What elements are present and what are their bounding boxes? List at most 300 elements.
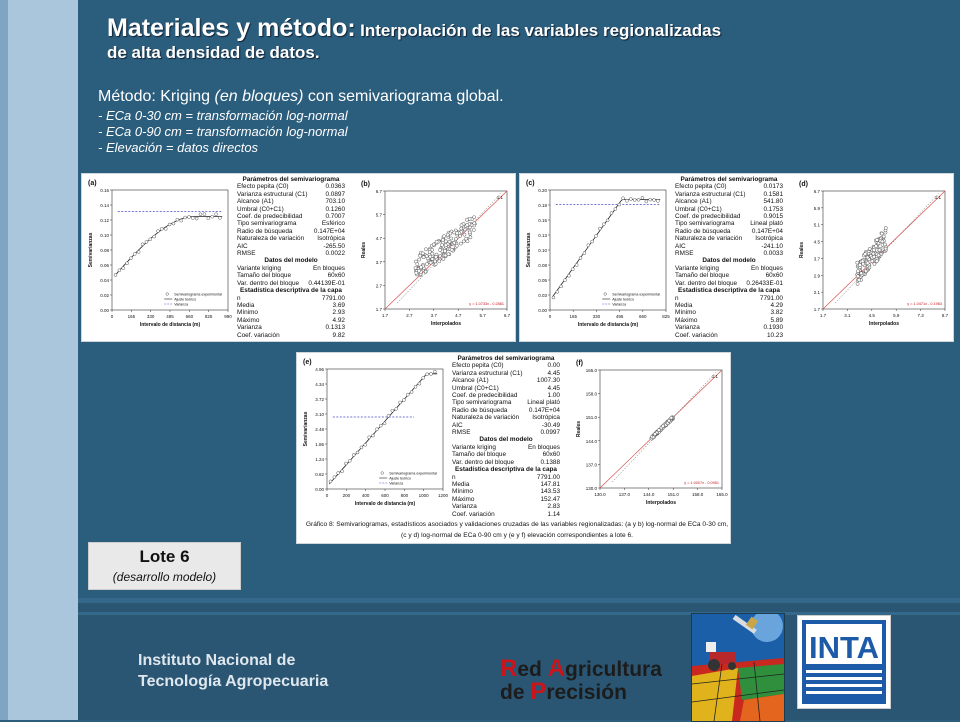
x-tick-label: 144.0 — [643, 492, 655, 497]
logo-text: de — [500, 681, 531, 704]
table-row — [675, 191, 783, 198]
x-tick-label: 0 — [110, 314, 114, 319]
param-value: 0.0363 — [325, 183, 345, 191]
validation-point — [434, 255, 437, 258]
param-name: Varianza estructural (C1) — [237, 190, 308, 198]
lote-subtitle: (desarrollo modelo) — [112, 570, 217, 584]
param-name: Media — [452, 480, 470, 488]
x-tick-label: 495 — [166, 314, 174, 319]
x-tick-label: 137.0 — [618, 492, 631, 497]
method-block — [98, 88, 504, 156]
param-value: 0.0897 — [325, 190, 345, 198]
experimental-point — [375, 428, 378, 431]
experimental-point — [622, 197, 625, 200]
y-tick-label: 0.20 — [538, 188, 547, 193]
experimental-point — [610, 212, 613, 215]
param-name: Alcance (A1) — [452, 377, 489, 385]
validation-point — [460, 224, 463, 227]
param-value: 0.1581 — [763, 190, 783, 198]
x-tick-label: 165 — [127, 314, 136, 319]
experimental-point — [433, 370, 436, 373]
y-tick-label: 0.04 — [100, 278, 109, 283]
y-axis-label: Reales — [361, 241, 367, 259]
title-main: Materiales y método: — [107, 14, 356, 42]
param-name: Umbral (C0+C1) — [675, 205, 722, 213]
experimental-point — [137, 250, 140, 253]
validation-point — [417, 269, 420, 272]
regression-equation: y = 1.0733x - 0.2881 — [469, 302, 504, 306]
validation-point — [856, 275, 859, 278]
validation-point — [878, 248, 881, 251]
table-row — [237, 228, 345, 235]
validation-point — [450, 248, 453, 251]
param-value: 2.93 — [332, 309, 345, 317]
param-name: Alcance (A1) — [237, 198, 274, 206]
legend-label: Varianza — [174, 302, 189, 307]
y-tick-label: 0.00 — [315, 487, 324, 492]
experimental-point — [633, 198, 636, 201]
param-name: Variante kriging — [675, 264, 719, 272]
validation-point — [444, 244, 447, 247]
table-heading: Estadística descriptiva de la capa — [240, 287, 342, 295]
identity-label: 1:1 — [711, 374, 718, 379]
validation-point — [868, 247, 871, 250]
param-name: Umbral (C0+C1) — [237, 205, 284, 213]
param-name: Máximo — [452, 495, 475, 503]
experimental-point — [426, 373, 429, 376]
param-value: 703.10 — [325, 198, 345, 206]
param-name: Tipo semivariograma — [675, 220, 735, 228]
logo-letter: R — [500, 655, 518, 682]
experimental-point — [591, 240, 594, 243]
param-value: Isotrópica — [755, 235, 783, 243]
logo-text: recisión — [546, 681, 627, 704]
validation-point — [466, 223, 469, 226]
param-value: 0.0997 — [540, 429, 560, 437]
validation-point — [438, 248, 441, 251]
method-line — [98, 88, 504, 106]
y-tick-label: 5.7 — [375, 212, 382, 218]
table-row — [237, 198, 345, 205]
table-row — [675, 220, 783, 227]
param-name: Varianza — [237, 324, 262, 332]
param-name: Coef. variación — [675, 331, 718, 339]
cross-validation-b — [357, 177, 513, 337]
y-tick-label: 1.7 — [375, 307, 382, 312]
inta-logo-text: INTA — [808, 630, 880, 665]
param-value: 3.82 — [770, 309, 783, 317]
param-value: 2.83 — [547, 503, 560, 511]
experimental-point — [414, 385, 417, 388]
y-tick-label: 137.0 — [585, 462, 597, 468]
validation-point — [440, 243, 443, 246]
experimental-point — [649, 198, 652, 201]
y-tick-label: 1.86 — [315, 442, 324, 447]
x-axis-label: Intervalo de distancia (m) — [577, 322, 639, 328]
experimental-point — [341, 470, 344, 473]
table-row — [237, 213, 345, 220]
table-row — [452, 488, 560, 495]
validation-point — [416, 263, 419, 266]
param-value: 1.14 — [547, 510, 560, 518]
param-value: 7791.00 — [759, 294, 783, 302]
table-row — [675, 250, 783, 257]
experimental-point — [598, 227, 601, 230]
logo-letter: P — [530, 678, 547, 705]
param-value: 0.147E+04 — [751, 227, 783, 235]
y-tick-label: 1.7 — [813, 307, 820, 312]
param-value: Lineal plató — [527, 399, 560, 407]
x-tick-label: 130.0 — [594, 492, 606, 497]
validation-point — [414, 266, 417, 269]
validation-point — [866, 262, 869, 265]
param-name: Varianza estructural (C1) — [675, 190, 746, 198]
experimental-point — [126, 262, 129, 265]
y-tick-label: 3.10 — [315, 412, 324, 417]
validation-point — [421, 252, 424, 255]
param-name: AIC — [452, 421, 463, 429]
validation-point — [441, 238, 444, 241]
table-row — [675, 213, 783, 220]
experimental-point — [618, 203, 621, 206]
x-tick-label: 990 — [224, 314, 232, 319]
x-axis-label: Interpolados — [645, 500, 677, 506]
validation-point — [432, 243, 435, 246]
table-row — [237, 302, 345, 309]
cross-validation-f — [572, 356, 728, 516]
panel-label: (d) — [799, 181, 808, 188]
param-name: Variante kriging — [452, 443, 496, 451]
y-tick-label: 165.0 — [585, 368, 597, 373]
experimental-point — [645, 200, 648, 203]
table-row — [675, 235, 783, 242]
param-value: 0.1388 — [540, 458, 560, 466]
y-tick-label: 0.18 — [538, 203, 547, 208]
validation-point — [884, 226, 887, 229]
experimental-point — [129, 257, 132, 260]
experimental-point — [153, 235, 156, 238]
y-tick-label: 0.00 — [100, 308, 109, 313]
experimental-point — [172, 222, 175, 225]
param-name: Variante kriging — [237, 264, 281, 272]
x-tick-label: 660 — [185, 314, 194, 319]
experimental-point — [191, 217, 194, 220]
validation-point — [433, 260, 436, 263]
validation-point — [861, 260, 864, 263]
table-row — [675, 265, 783, 272]
table-row — [452, 392, 560, 399]
table-row — [452, 444, 560, 451]
experimental-point — [187, 216, 190, 219]
x-tick-label: 600 — [381, 493, 389, 498]
validation-point — [418, 258, 421, 261]
table-row — [452, 385, 560, 392]
validation-point — [459, 234, 462, 237]
param-value: 0.9015 — [763, 213, 783, 221]
param-value: En bloques — [313, 264, 345, 272]
param-value: -241.10 — [761, 242, 783, 250]
param-value: 0.1260 — [325, 205, 345, 213]
experimental-point — [180, 219, 183, 222]
logo-text: ed — [517, 658, 548, 681]
institute-line: Tecnología Agropecuaria — [138, 673, 329, 690]
experimental-point — [552, 296, 555, 299]
validation-point — [864, 252, 867, 255]
experimental-point — [356, 451, 359, 454]
experimental-point — [571, 268, 574, 271]
validation-point — [435, 240, 438, 243]
red-agricultura-logo — [500, 655, 662, 705]
experimental-point — [556, 290, 559, 293]
panel-label: (b) — [361, 181, 370, 188]
table-row — [675, 324, 783, 331]
y-tick-label: 0.10 — [100, 233, 109, 238]
param-name: Efecto pepita (C0) — [452, 362, 504, 370]
table-row — [237, 332, 345, 339]
inta-logo-graphic — [798, 616, 890, 708]
experimental-point — [395, 407, 398, 410]
experimental-point — [207, 217, 210, 220]
param-value: 0.00 — [547, 362, 560, 370]
y-axis-label: Reales — [576, 420, 582, 438]
x-tick-label: 165 — [569, 314, 577, 319]
experimental-point — [184, 216, 187, 219]
table-row — [237, 309, 345, 316]
param-name: Máximo — [237, 316, 260, 324]
legend-marker — [166, 293, 169, 296]
validation-point — [880, 232, 883, 235]
table-row — [237, 235, 345, 242]
validation-point — [429, 255, 432, 258]
y-tick-label: 158.0 — [585, 391, 597, 397]
param-value: 152.47 — [540, 495, 560, 503]
table-row — [675, 243, 783, 250]
table-row — [237, 191, 345, 198]
x-tick-label: 158.0 — [691, 492, 704, 497]
experimental-point — [360, 446, 363, 449]
experimental-point — [368, 436, 371, 439]
legend-label: Ajuste teórico — [174, 297, 196, 302]
param-name: AIC — [675, 242, 686, 250]
validation-point — [473, 216, 476, 219]
table-row — [675, 183, 783, 190]
table-row — [452, 429, 560, 436]
panel-label: (a) — [88, 180, 97, 187]
table-heading: Parámetros del semivariograma — [242, 176, 340, 183]
validation-point — [874, 245, 877, 248]
table-row — [452, 459, 560, 466]
validation-point — [881, 240, 884, 243]
params-table-2 — [675, 176, 783, 339]
experimental-point — [637, 198, 640, 201]
param-name: AIC — [237, 242, 248, 250]
experimental-point — [114, 273, 117, 276]
theoretical-fit-line — [552, 200, 660, 298]
validation-point — [447, 253, 450, 256]
param-value: 4.45 — [547, 384, 560, 392]
experimental-point — [218, 216, 221, 219]
param-value: 0.1313 — [325, 324, 345, 332]
legend-label: Semivariograma experimental — [174, 292, 222, 297]
legend-label: Varianza — [612, 302, 627, 307]
experimental-point — [387, 414, 390, 417]
experimental-point — [168, 223, 171, 226]
experimental-point — [215, 213, 218, 216]
y-tick-label: 0.14 — [100, 203, 109, 208]
validation-point — [422, 256, 425, 259]
method-text-italic: (en bloques) — [214, 88, 304, 105]
experimental-point — [564, 279, 567, 282]
param-name: Varianza — [675, 324, 700, 332]
semivariogram-e — [299, 355, 449, 517]
x-tick-label: 800 — [400, 493, 409, 498]
title-sub: Interpolación de las variables regionalizadas — [360, 21, 722, 40]
param-name: n — [452, 473, 456, 481]
validation-point — [473, 222, 476, 225]
validation-point — [868, 266, 871, 269]
x-tick-label: 2.7 — [406, 313, 413, 318]
param-value: 10.23 — [767, 331, 783, 339]
param-value: 60x60 — [327, 272, 345, 280]
institute-line: Instituto Nacional de — [138, 652, 296, 669]
precision-agriculture-image — [691, 613, 785, 722]
experimental-point — [579, 257, 582, 260]
x-tick-label: 4.7 — [455, 313, 462, 318]
table-row — [452, 474, 560, 481]
validation-point — [464, 228, 467, 231]
param-name: Coef. de predecibilidad — [675, 213, 741, 221]
method-bullet: - ECa 0-90 cm = transformación log-normal — [98, 124, 348, 139]
regression-equation: y = 1.0007x - 0.0951 — [684, 481, 719, 485]
experimental-point — [211, 215, 214, 218]
param-value: 4.45 — [547, 369, 560, 377]
x-tick-label: 1.7 — [819, 313, 827, 318]
validation-point — [415, 271, 418, 274]
y-tick-label: 0.10 — [538, 248, 547, 253]
table-row — [675, 198, 783, 205]
figure-panel-3 — [296, 352, 731, 544]
experimental-point — [418, 382, 421, 385]
y-tick-label: 151.0 — [585, 415, 597, 421]
table-heading: Datos del modelo — [479, 436, 533, 444]
validation-point — [419, 266, 422, 269]
experimental-point — [195, 217, 198, 220]
experimental-point — [364, 443, 367, 446]
experimental-point — [406, 393, 409, 396]
param-value: 1.00 — [547, 392, 560, 400]
param-name: Efecto pepita (C0) — [237, 183, 289, 191]
left-strip — [0, 0, 78, 720]
method-bullet: - Elevación = datos directos — [98, 140, 259, 155]
validation-point — [425, 262, 428, 265]
experimental-point — [329, 480, 332, 483]
identity-label: 1:1 — [934, 195, 941, 200]
experimental-point — [399, 401, 402, 404]
legend-marker — [604, 293, 607, 296]
y-tick-label: 0.03 — [538, 293, 547, 298]
param-value: 0.7007 — [325, 213, 345, 221]
experimental-point — [199, 213, 202, 216]
table-row — [675, 206, 783, 213]
params-table-1 — [237, 176, 345, 339]
param-value: Esférico — [321, 220, 345, 228]
x-tick-label: 7.3 — [917, 313, 924, 318]
x-tick-label: 825 — [204, 314, 213, 319]
lote-box — [88, 542, 241, 590]
validation-point — [866, 256, 869, 259]
experimental-point — [352, 454, 355, 457]
validation-point — [882, 235, 885, 238]
param-value: 0.0022 — [325, 250, 345, 258]
experimental-point — [344, 462, 347, 465]
identity-label: 1:1 — [496, 195, 503, 200]
y-tick-label: 0.08 — [100, 248, 109, 253]
table-row — [452, 377, 560, 384]
y-tick-label: 6.7 — [375, 189, 382, 194]
experimental-point — [164, 227, 167, 230]
x-tick-label: 1000 — [418, 493, 429, 498]
y-tick-label: 0.00 — [538, 308, 547, 313]
param-name: Radio de búsqueda — [237, 227, 293, 235]
validation-point — [455, 232, 458, 235]
y-tick-label: 0.16 — [100, 188, 109, 193]
y-tick-label: 4.7 — [375, 236, 382, 242]
experimental-point — [176, 218, 179, 221]
validation-point — [429, 261, 432, 264]
y-tick-label: 3.7 — [813, 256, 820, 262]
x-tick-label: 5.7 — [479, 313, 486, 318]
experimental-point — [583, 252, 586, 255]
validation-point — [872, 252, 875, 255]
param-name: Mínimo — [675, 309, 696, 317]
experimental-point — [422, 376, 425, 379]
method-bullet: - ECa 0-30 cm = transformación log-normal — [98, 108, 348, 123]
validation-point — [450, 237, 453, 240]
table-row — [675, 309, 783, 316]
param-name: Varianza — [452, 503, 477, 511]
validation-point — [858, 263, 861, 266]
param-name: Umbral (C0+C1) — [452, 384, 499, 392]
y-tick-label: 6.7 — [813, 189, 820, 194]
experimental-point — [118, 269, 121, 272]
experimental-point — [567, 274, 570, 277]
table-row — [237, 295, 345, 302]
validation-point — [856, 282, 859, 285]
param-value: 0.1753 — [763, 205, 783, 213]
validation-point — [459, 242, 462, 245]
validation-point — [462, 240, 465, 243]
x-axis-label: Interpolados — [868, 321, 900, 327]
experimental-point — [641, 196, 644, 199]
y-tick-label: 5.1 — [813, 222, 820, 228]
param-name: Alcance (A1) — [675, 198, 712, 206]
validation-point — [468, 231, 471, 234]
param-value: En bloques — [751, 264, 783, 272]
param-value: 7791.00 — [536, 473, 560, 481]
param-name: Var. dentro del bloque — [237, 279, 300, 287]
x-tick-label: 495 — [615, 314, 624, 319]
param-name: Varianza estructural (C1) — [452, 369, 523, 377]
x-tick-label: 825 — [662, 314, 670, 319]
regression-line — [612, 372, 716, 482]
y-tick-label: 144.0 — [585, 438, 597, 444]
x-axis-label: Intervalo de distancia (m) — [139, 322, 201, 328]
slide-title — [107, 14, 887, 62]
legend-label: Semivariograma experimental — [612, 292, 660, 297]
param-name: Media — [675, 301, 693, 309]
y-tick-label: 2.7 — [375, 283, 382, 289]
x-tick-label: 5.9 — [893, 313, 900, 318]
